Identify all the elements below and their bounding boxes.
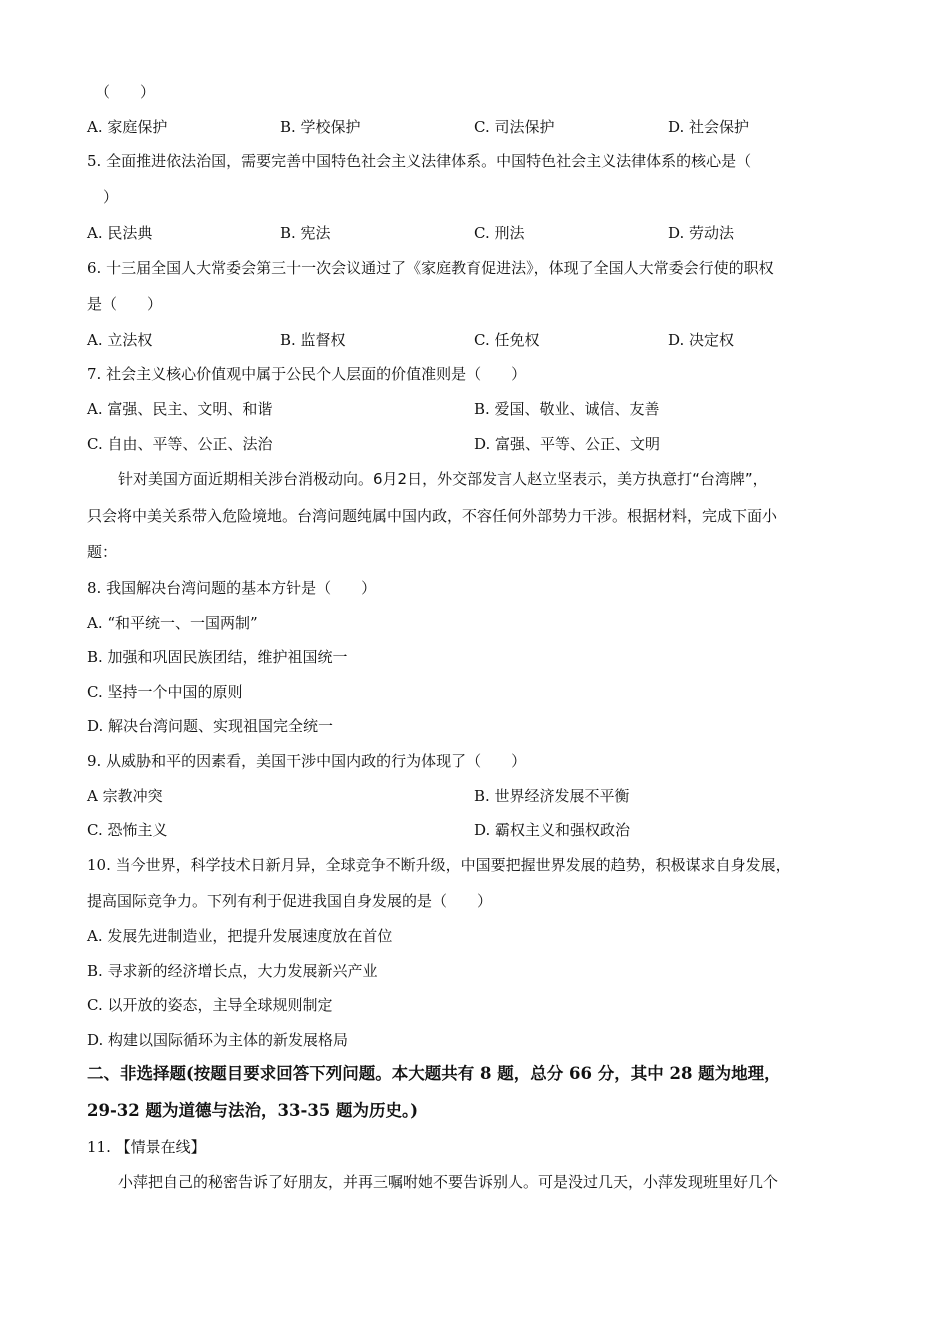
q4-option-a: A. 家庭保护 <box>87 118 168 136</box>
q5-option-b: B. 宪法 <box>280 224 331 242</box>
q6-option-b: B. 监督权 <box>280 331 346 349</box>
q6-stem-line1: 6. 十三届全国人大常委会第三十一次会议通过了《家庭教育促进法》，体现了全国人大常委会行使的职权 <box>87 259 774 277</box>
q10-option-d: D. 构建以国际循环为主体的新发展格局 <box>87 1031 349 1049</box>
q8-stem: 8. 我国解决台湾问题的基本方针是（ ） <box>87 579 377 597</box>
q8-option-d: D. 解决台湾问题、实现祖国完全统一 <box>87 717 334 735</box>
q10-option-a: A. 发展先进制造业，把提升发展速度放在首位 <box>87 927 393 945</box>
q8-option-b: B. 加强和巩固民族团结，维护祖国统一 <box>87 648 348 666</box>
q4-option-c: C. 司法保护 <box>474 118 555 136</box>
q4-stem-tail: （ ） <box>95 83 156 101</box>
q5-option-c: C. 刑法 <box>474 224 525 242</box>
q7-option-d: D. 富强、平等、公正、文明 <box>474 435 661 453</box>
q6-option-d: D. 决定权 <box>668 331 735 349</box>
q4-option-b: B. 学校保护 <box>280 118 361 136</box>
q9-option-a: A 宗教冲突 <box>87 787 163 805</box>
q5-stem-line2: ） <box>103 188 119 206</box>
q9-option-b: B. 世界经济发展不平衡 <box>474 787 630 805</box>
material-line1: 针对美国方面近期相关涉台消极动向。6月2日，外交部发言人赵立坚表示，美方执意打“台湾牌”， <box>118 470 768 488</box>
q11-scenario-text: 小萍把自己的秘密告诉了好朋友，并再三嘱咐她不要告诉别人。可是没过几天，小萍发现班里好几个 <box>118 1173 779 1191</box>
section2-heading-line1: 二、非选择题(按题目要求回答下列问题。本大题共有 8 题，总分 66 分，其中 28 题为地理， <box>87 1064 781 1083</box>
q7-option-a: A. 富强、民主、文明、和谐 <box>87 400 273 418</box>
q6-option-a: A. 立法权 <box>87 331 153 349</box>
q8-option-c: C. 坚持一个中国的原则 <box>87 683 243 701</box>
q7-option-c: C. 自由、平等、公正、法治 <box>87 435 273 453</box>
q8-option-a: A. “和平统一、一国两制” <box>87 614 258 632</box>
q9-option-d: D. 霸权主义和强权政治 <box>474 821 631 839</box>
q6-stem-line2: 是（ ） <box>87 295 163 313</box>
q10-stem-line2: 提高国际竞争力。下列有利于促进我国自身发展的是（ ） <box>87 892 493 910</box>
q10-option-b: B. 寻求新的经济增长点，大力发展新兴产业 <box>87 962 378 980</box>
q10-option-c: C. 以开放的姿态，主导全球规则制定 <box>87 996 333 1014</box>
material-line2: 只会将中美关系带入危险境地。台湾问题纯属中国内政，不容任何外部势力干涉。根据材料，完成下面小 <box>87 507 778 525</box>
q4-option-d: D. 社会保护 <box>668 118 750 136</box>
q9-option-c: C. 恐怖主义 <box>87 821 168 839</box>
q11-title: 11. 【情景在线】 <box>87 1138 206 1156</box>
material-line3: 题： <box>87 543 118 561</box>
q9-stem: 9. 从威胁和平的因素看，美国干涉中国内政的行为体现了（ ） <box>87 752 527 770</box>
q5-stem-line1: 5. 全面推进依法治国，需要完善中国特色社会主义法律体系。中国特色社会主义法律体系的核心是（ <box>87 152 752 170</box>
q7-option-b: B. 爱国、敬业、诚信、友善 <box>474 400 660 418</box>
q7-stem: 7. 社会主义核心价值观中属于公民个人层面的价值准则是（ ） <box>87 365 527 383</box>
q6-option-c: C. 任免权 <box>474 331 540 349</box>
section2-heading-line2: 29-32 题为道德与法治，33-35 题为历史。) <box>87 1101 419 1120</box>
q10-stem-line1: 10. 当今世界，科学技术日新月异，全球竞争不断升级，中国要把握世界发展的趋势，积极谋求自身发展， <box>87 856 791 874</box>
q5-option-d: D. 劳动法 <box>668 224 735 242</box>
q5-option-a: A. 民法典 <box>87 224 153 242</box>
